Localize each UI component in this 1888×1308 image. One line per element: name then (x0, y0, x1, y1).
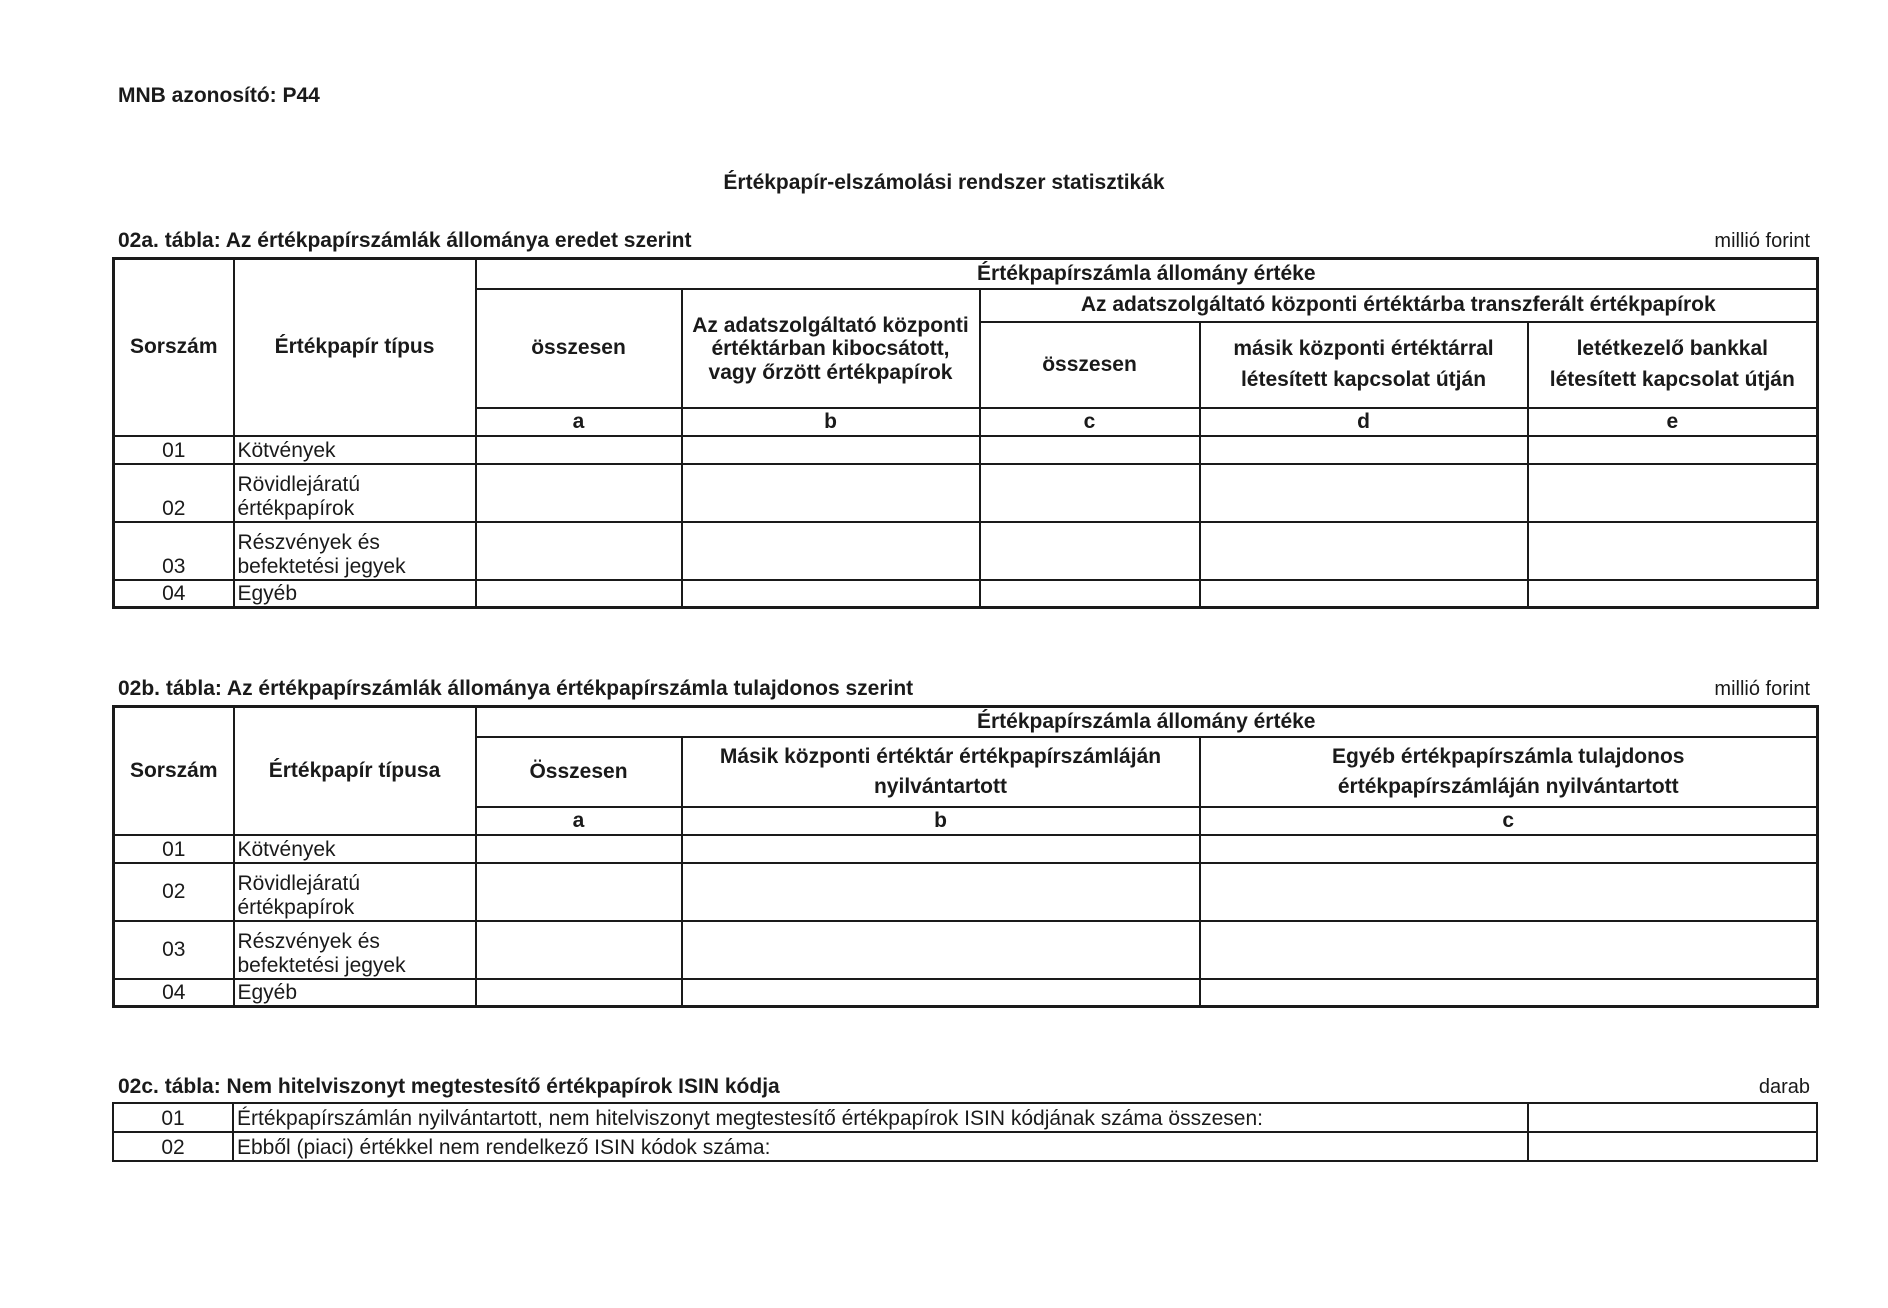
value-cell[interactable] (1200, 863, 1818, 921)
value-cell[interactable] (682, 835, 1200, 863)
row-number: 02 (114, 863, 234, 921)
value-cell[interactable] (682, 863, 1200, 921)
col-header-sorszam: Sorszám (114, 259, 234, 436)
table-row (114, 580, 1818, 608)
table-a-unit: millió forint (1714, 230, 1810, 252)
value-cell[interactable] (1200, 522, 1528, 580)
row-name: Rövidlejáratú értékpapírok (234, 464, 476, 522)
group-header: Értékpapírszámla állomány értéke (476, 707, 1818, 737)
value-cell[interactable] (476, 464, 682, 522)
row-name: Kötvények (234, 835, 476, 863)
row-number: 01 (113, 1103, 233, 1132)
row-name: Rövidlejáratú értékpapírok (234, 863, 476, 921)
col-header-sorszam: Sorszám (114, 707, 234, 835)
value-cell[interactable] (476, 436, 682, 464)
table-a (112, 257, 1819, 609)
col-header-b: Az adatszolgáltató központi értéktárban kibocsátott, vagy őrzött értékpapírok (682, 289, 980, 408)
table-b-title: 02b. tábla: Az értékpapírszámlák állománya értékpapírszámla tulajdonos szerint (118, 677, 914, 700)
row-name: Egyéb (234, 580, 476, 608)
value-cell[interactable] (980, 464, 1200, 522)
col-letter-a: a (476, 807, 682, 835)
value-cell[interactable] (1528, 1103, 1817, 1132)
value-cell[interactable] (1200, 979, 1818, 1007)
value-cell[interactable] (980, 522, 1200, 580)
row-number: 04 (114, 580, 234, 608)
row-name: Részvények és befektetési jegyek (234, 522, 476, 580)
table-c (112, 1102, 1818, 1162)
value-cell[interactable] (682, 580, 980, 608)
row-name: Részvények és befektetési jegyek (234, 921, 476, 979)
col-header-a: összesen (476, 289, 682, 408)
value-cell[interactable] (1528, 522, 1818, 580)
group-header: Értékpapírszámla állomány értéke (476, 259, 1818, 289)
row-number: 03 (114, 921, 234, 979)
value-cell[interactable] (476, 580, 682, 608)
table-row (113, 1103, 1817, 1132)
table-a-title: 02a. tábla: Az értékpapírszámlák állománya eredet szerint (118, 229, 692, 252)
value-cell[interactable] (1200, 580, 1528, 608)
row-number: 04 (114, 979, 234, 1007)
mnb-identifier: MNB azonosító: P44 (118, 84, 320, 107)
table-c-title: 02c. tábla: Nem hitelviszonyt megtestesítő értékpapírok ISIN kódja (118, 1075, 780, 1098)
col-header-b: Másik központi értéktár értékpapírszámláján nyilvántartott (682, 737, 1200, 807)
value-cell[interactable] (1200, 921, 1818, 979)
row-number: 02 (113, 1132, 233, 1161)
value-cell[interactable] (682, 979, 1200, 1007)
row-number: 01 (114, 436, 234, 464)
value-cell[interactable] (476, 921, 682, 979)
table-row (113, 1132, 1817, 1161)
value-cell[interactable] (682, 522, 980, 580)
table-row (114, 835, 1818, 863)
value-cell[interactable] (1528, 464, 1818, 522)
col-letter-a: a (476, 408, 682, 436)
table-row (114, 436, 1818, 464)
table-row (114, 979, 1818, 1007)
table-b-unit: millió forint (1714, 678, 1810, 700)
value-cell[interactable] (1200, 835, 1818, 863)
value-cell[interactable] (1528, 436, 1818, 464)
col-header-e: letétkezelő bankkal létesített kapcsolat útján (1528, 322, 1818, 408)
col-header-c: Egyéb értékpapírszámla tulajdonos értékpapírszámláján nyilvántartott (1200, 737, 1818, 807)
value-cell[interactable] (682, 436, 980, 464)
table-row (114, 921, 1818, 979)
table-row (114, 522, 1818, 580)
value-cell[interactable] (476, 863, 682, 921)
value-cell[interactable] (476, 979, 682, 1007)
table-c-unit: darab (1758, 1076, 1810, 1098)
row-number: 03 (114, 522, 234, 580)
value-cell[interactable] (1528, 1132, 1817, 1161)
col-header-d: másik központi értéktárral létesített kapcsolat útján (1200, 322, 1528, 408)
value-cell[interactable] (1200, 464, 1528, 522)
value-cell[interactable] (682, 464, 980, 522)
table-row (114, 863, 1818, 921)
col-letter-e: e (1528, 408, 1818, 436)
col-letter-c: c (980, 408, 1200, 436)
row-name: Kötvények (234, 436, 476, 464)
col-header-type: Értékpapír típus (234, 259, 476, 436)
row-number: 02 (114, 464, 234, 522)
table-b (112, 705, 1819, 1008)
value-cell[interactable] (980, 436, 1200, 464)
col-letter-c: c (1200, 807, 1818, 835)
col-letter-b: b (682, 408, 980, 436)
col-header-a: Összesen (476, 737, 682, 807)
document-title: Értékpapír-elszámolási rendszer statisztikák (723, 171, 1165, 194)
value-cell[interactable] (476, 835, 682, 863)
value-cell[interactable] (1528, 580, 1818, 608)
value-cell[interactable] (980, 580, 1200, 608)
value-cell[interactable] (476, 522, 682, 580)
row-text: Ebből (piaci) értékkel nem rendelkező ISIN kódok száma: (233, 1132, 1528, 1161)
row-name: Egyéb (234, 979, 476, 1007)
table-row (114, 464, 1818, 522)
col-letter-d: d (1200, 408, 1528, 436)
col-header-c: összesen (980, 322, 1200, 408)
value-cell[interactable] (1200, 436, 1528, 464)
value-cell[interactable] (682, 921, 1200, 979)
row-number: 01 (114, 835, 234, 863)
col-header-type: Értékpapír típusa (234, 707, 476, 835)
col-letter-b: b (682, 807, 1200, 835)
row-text: Értékpapírszámlán nyilvántartott, nem hitelviszonyt megtestesítő értékpapírok ISIN kódjának száma összesen: (233, 1103, 1528, 1132)
sub-group-header: Az adatszolgáltató központi értéktárba transzferált értékpapírok (980, 289, 1818, 322)
